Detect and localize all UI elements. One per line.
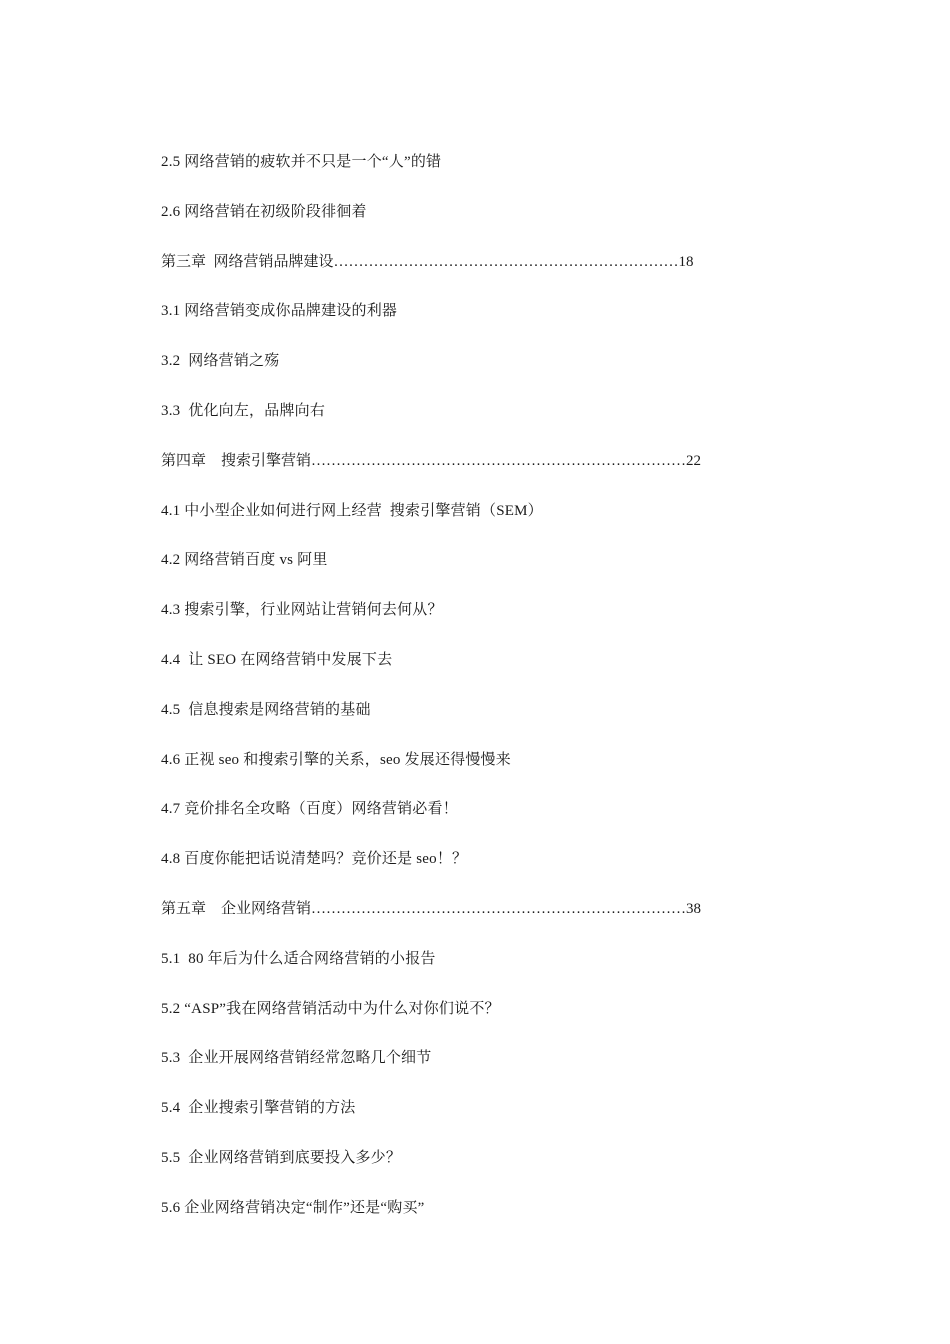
toc-entry-4-7: 4.7 竞价排名全攻略（百度）网络营销必看！	[161, 801, 458, 818]
toc-entry-4-6: 4.6 正视 seo 和搜索引擎的关系，seo 发展还得慢慢来	[161, 751, 511, 768]
toc-chapter-5: 第五章 企业网络营销…………………………………………………………………38	[161, 900, 702, 917]
toc-entry-4-5: 4.5 信息搜索是网络营销的基础	[161, 701, 371, 718]
toc-entry-5-6: 5.6 企业网络营销决定“制作”还是“购买”	[161, 1199, 425, 1216]
table-of-contents	[161, 149, 761, 1245]
toc-entry-5-2: 5.2 “ASP”我在网络营销活动中为什么对你们说不？	[161, 1000, 500, 1017]
toc-entry-4-8: 4.8 百度你能把话说清楚吗？竞价还是 seo！？	[161, 851, 468, 868]
toc-entry-5-1: 5.1 80 年后为什么适合网络营销的小报告	[161, 950, 436, 967]
toc-entry-3-3: 3.3 优化向左，品牌向右	[161, 402, 326, 419]
toc-entry-2-5: 2.5 网络营销的疲软并不只是一个“人”的错	[161, 154, 442, 170]
toc-chapter-3: 第三章 网络营销品牌建设……………………………………………………………18	[161, 253, 694, 270]
toc-entry-4-4: 4.4 让 SEO 在网络营销中发展下去	[161, 651, 393, 668]
toc-entry-2-6: 2.6 网络营销在初级阶段徘徊着	[161, 203, 367, 220]
toc-entry-5-3: 5.3 企业开展网络营销经常忽略几个细节	[161, 1050, 432, 1067]
toc-entry-4-2: 4.2 网络营销百度 vs 阿里	[161, 552, 328, 569]
toc-entry-3-1: 3.1 网络营销变成你品牌建设的利器	[161, 303, 398, 320]
toc-chapter-4: 第四章 搜索引擎营销…………………………………………………………………22	[161, 452, 702, 469]
toc-entry-4-1: 4.1 中小型企业如何进行网上经营 搜索引擎营销（SEM）	[161, 502, 543, 519]
toc-entry-4-3: 4.3 搜索引擎，行业网站让营销何去何从？	[161, 602, 443, 619]
toc-entry-5-5: 5.5 企业网络营销到底要投入多少？	[161, 1149, 402, 1166]
toc-entry-3-2: 3.2 网络营销之殇	[161, 353, 280, 370]
toc-entry-5-4: 5.4 企业搜索引擎营销的方法	[161, 1100, 356, 1117]
